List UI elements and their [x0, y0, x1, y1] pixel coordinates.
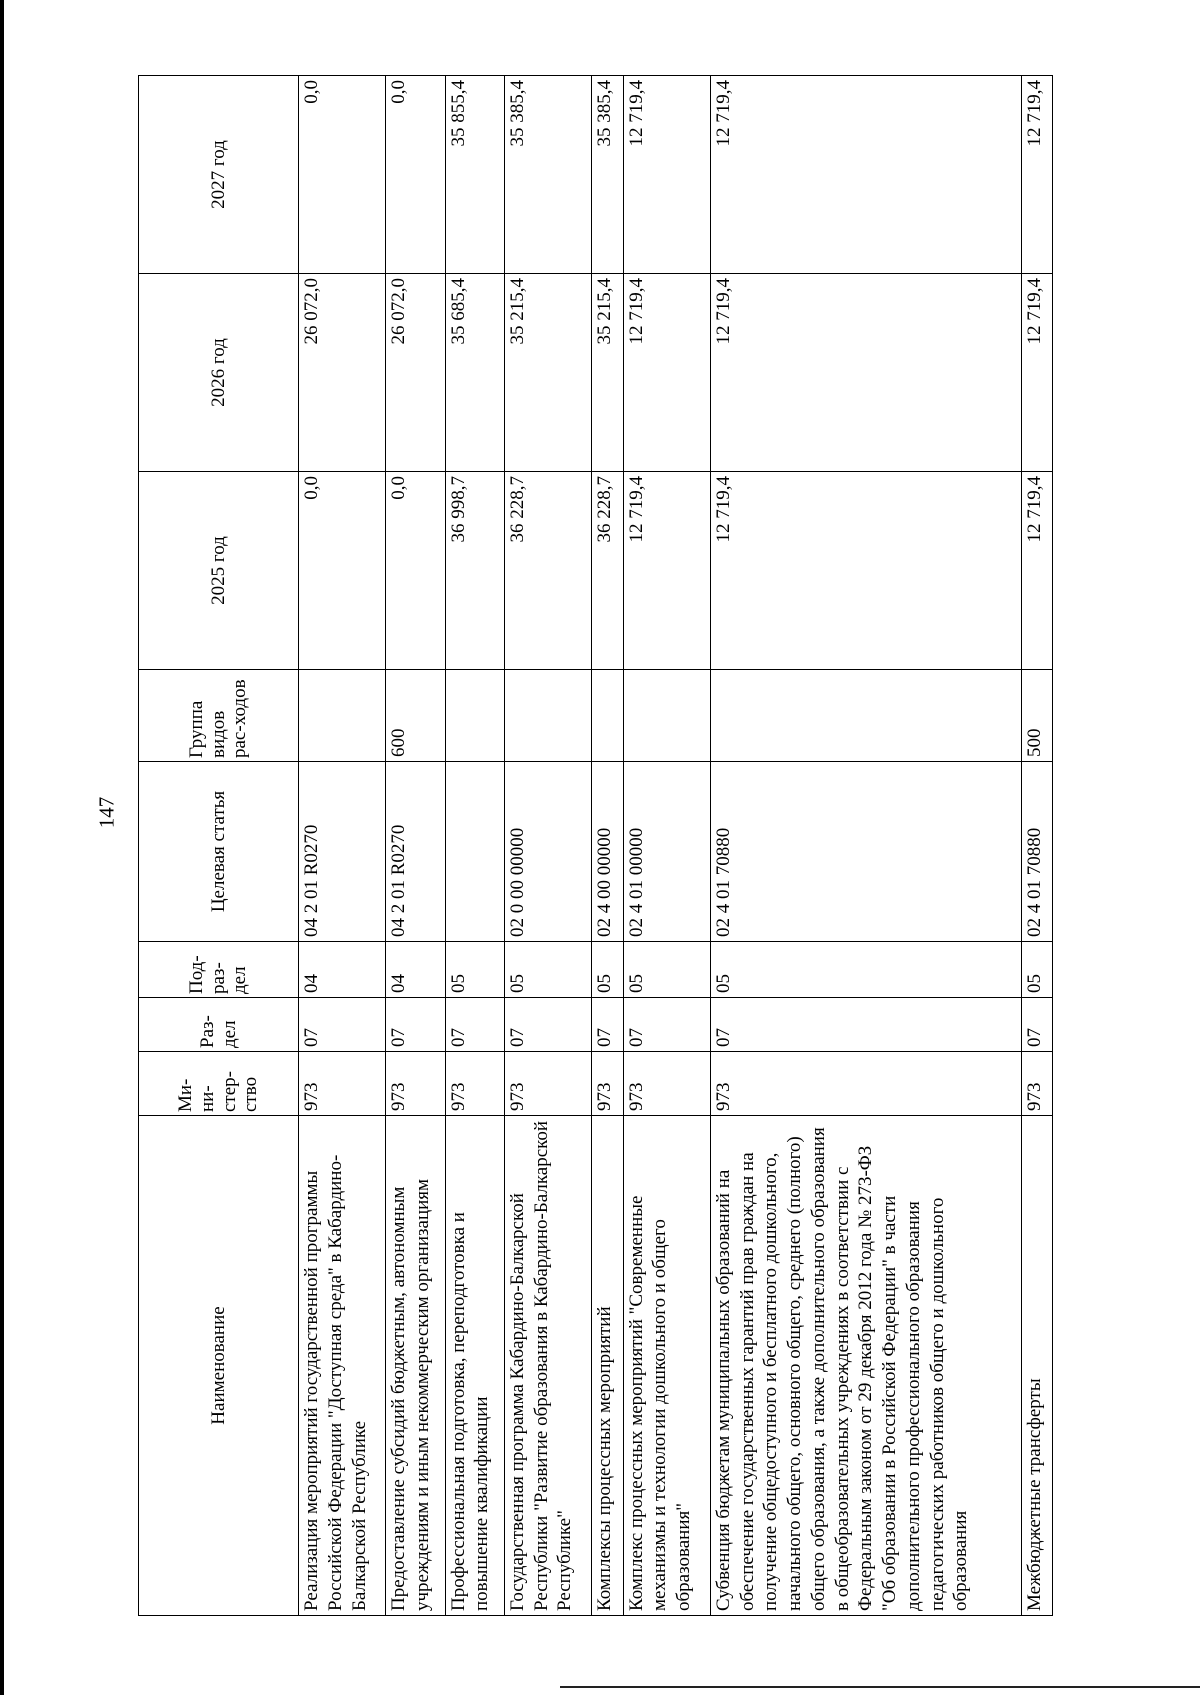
- cell-expense-group: [299, 670, 386, 762]
- cell-2025: 12 719,4: [623, 472, 710, 670]
- cell-section: 07: [710, 998, 1021, 1052]
- cell-2026: 26 072,0: [299, 274, 386, 472]
- cell-target-article: 02 4 01 70880: [710, 762, 1021, 942]
- cell-2027: 35 855,4: [445, 76, 504, 274]
- cell-expense-group: [445, 670, 504, 762]
- table-body: [299, 76, 1053, 1616]
- cell-section: 07: [386, 998, 445, 1052]
- cell-target-article: 02 4 01 00000: [623, 762, 710, 942]
- cell-name: Комплексы процессных мероприятий: [592, 1116, 623, 1616]
- cell-expense-group: [623, 670, 710, 762]
- cell-ministry: 973: [1021, 1052, 1053, 1116]
- cell-expense-group: 600: [386, 670, 445, 762]
- header-2027: 2027 год: [139, 76, 299, 274]
- cell-2025: 36 228,7: [592, 472, 623, 670]
- header-2025: 2025 год: [139, 472, 299, 670]
- cell-2025: 36 998,7: [445, 472, 504, 670]
- cell-ministry: 973: [592, 1052, 623, 1116]
- table-row: [299, 76, 386, 1616]
- table-row: [623, 76, 710, 1616]
- cell-target-article: 02 4 01 70880: [1021, 762, 1053, 942]
- cell-subsection: 05: [623, 942, 710, 998]
- cell-2027: 0,0: [386, 76, 445, 274]
- cell-subsection: 05: [1021, 942, 1053, 998]
- cell-2027: 0,0: [299, 76, 386, 274]
- cell-subsection: 05: [710, 942, 1021, 998]
- cell-section: 07: [299, 998, 386, 1052]
- cell-expense-group: 500: [1021, 670, 1053, 762]
- cell-2025: 36 228,7: [504, 472, 591, 670]
- cell-2025: 0,0: [299, 472, 386, 670]
- cell-name: Реализация мероприятий государственной программы Российской Федерации "Доступная среда" в Кабардино-Балкарской Республике: [299, 1116, 386, 1616]
- table-row: [504, 76, 591, 1616]
- rotated-table-container: [138, 76, 1053, 1616]
- cell-ministry: 973: [623, 1052, 710, 1116]
- header-section: Раз-дел: [139, 998, 299, 1052]
- cell-target-article: 02 0 00 00000: [504, 762, 591, 942]
- header-expense-group: Группа видов рас-ходов: [139, 670, 299, 762]
- cell-2025: 0,0: [386, 472, 445, 670]
- cell-section: 07: [504, 998, 591, 1052]
- budget-table: [138, 75, 1053, 1616]
- cell-2026: 26 072,0: [386, 274, 445, 472]
- cell-2027: 35 385,4: [504, 76, 591, 274]
- table-row: [592, 76, 623, 1616]
- table-row: [386, 76, 445, 1616]
- cell-ministry: 973: [710, 1052, 1021, 1116]
- cell-section: 07: [592, 998, 623, 1052]
- header-2026: 2026 год: [139, 274, 299, 472]
- table-row: [445, 76, 504, 1616]
- cell-ministry: 973: [386, 1052, 445, 1116]
- cell-2026: 35 685,4: [445, 274, 504, 472]
- left-margin-rule: [0, 0, 4, 1695]
- header-target-article: Целевая статья: [139, 762, 299, 942]
- cell-section: 07: [1021, 998, 1053, 1052]
- cell-target-article: 04 2 01 R0270: [386, 762, 445, 942]
- cell-2025: 12 719,4: [710, 472, 1021, 670]
- cell-2027: 12 719,4: [1021, 76, 1053, 274]
- table-row: [710, 76, 1021, 1616]
- cell-subsection: 04: [299, 942, 386, 998]
- cell-2026: 35 215,4: [504, 274, 591, 472]
- cell-expense-group: [504, 670, 591, 762]
- header-name: Наименование: [139, 1116, 299, 1616]
- cell-section: 07: [445, 998, 504, 1052]
- cell-2026: 12 719,4: [710, 274, 1021, 472]
- cell-2027: 12 719,4: [623, 76, 710, 274]
- table-header-row: [139, 76, 299, 1616]
- cell-2026: 12 719,4: [623, 274, 710, 472]
- cell-subsection: 05: [504, 942, 591, 998]
- cell-2027: 35 385,4: [592, 76, 623, 274]
- table-row: [1021, 76, 1053, 1616]
- cell-ministry: 973: [445, 1052, 504, 1116]
- cell-subsection: 05: [592, 942, 623, 998]
- cell-name: Комплекс процессных мероприятий "Современные механизмы и технологии дошкольного и общего образования": [623, 1116, 710, 1616]
- cell-expense-group: [710, 670, 1021, 762]
- cell-target-article: 02 4 00 00000: [592, 762, 623, 942]
- cell-2025: 12 719,4: [1021, 472, 1053, 670]
- cell-subsection: 04: [386, 942, 445, 998]
- cell-2026: 12 719,4: [1021, 274, 1053, 472]
- cell-ministry: 973: [299, 1052, 386, 1116]
- cell-2027: 12 719,4: [710, 76, 1021, 274]
- cell-name: Государственная программа Кабардино-Балкарской Республики "Развитие образования в Кабардино-Балкарской Республике": [504, 1116, 591, 1616]
- cell-name: Межбюджетные трансферты: [1021, 1116, 1053, 1616]
- cell-target-article: 04 2 01 R0270: [299, 762, 386, 942]
- cell-section: 07: [623, 998, 710, 1052]
- cell-ministry: 973: [504, 1052, 591, 1116]
- cell-name: Субвенция бюджетам муниципальных образований на обеспечение государственных гарантий прав граждан на получение общедоступного и бесплатного дошкольного, начального общего, основного общего, среднего (полного) общего образования, а также дополнительного образования в общеобразовательных учреждениях в соответствии с Федеральным законом от 29 декабря 2012 года № 273-ФЗ "Об образовании в Российской Федерации" в части дополнительного профессионального образования педагогических работников общего и дошкольного образования: [710, 1116, 1021, 1616]
- bottom-margin-rule: [560, 1686, 1200, 1688]
- cell-2026: 35 215,4: [592, 274, 623, 472]
- cell-subsection: 05: [445, 942, 504, 998]
- header-subsection: Под-раз-дел: [139, 942, 299, 998]
- cell-name: Профессиональная подготовка, переподготовка и повышение квалификации: [445, 1116, 504, 1616]
- page-number: 147: [94, 796, 119, 829]
- cell-expense-group: [592, 670, 623, 762]
- cell-target-article: [445, 762, 504, 942]
- cell-name: Предоставление субсидий бюджетным, автономным учреждениям и иным некоммерческим организациям: [386, 1116, 445, 1616]
- header-ministry: Ми-ни-стер-ство: [139, 1052, 299, 1116]
